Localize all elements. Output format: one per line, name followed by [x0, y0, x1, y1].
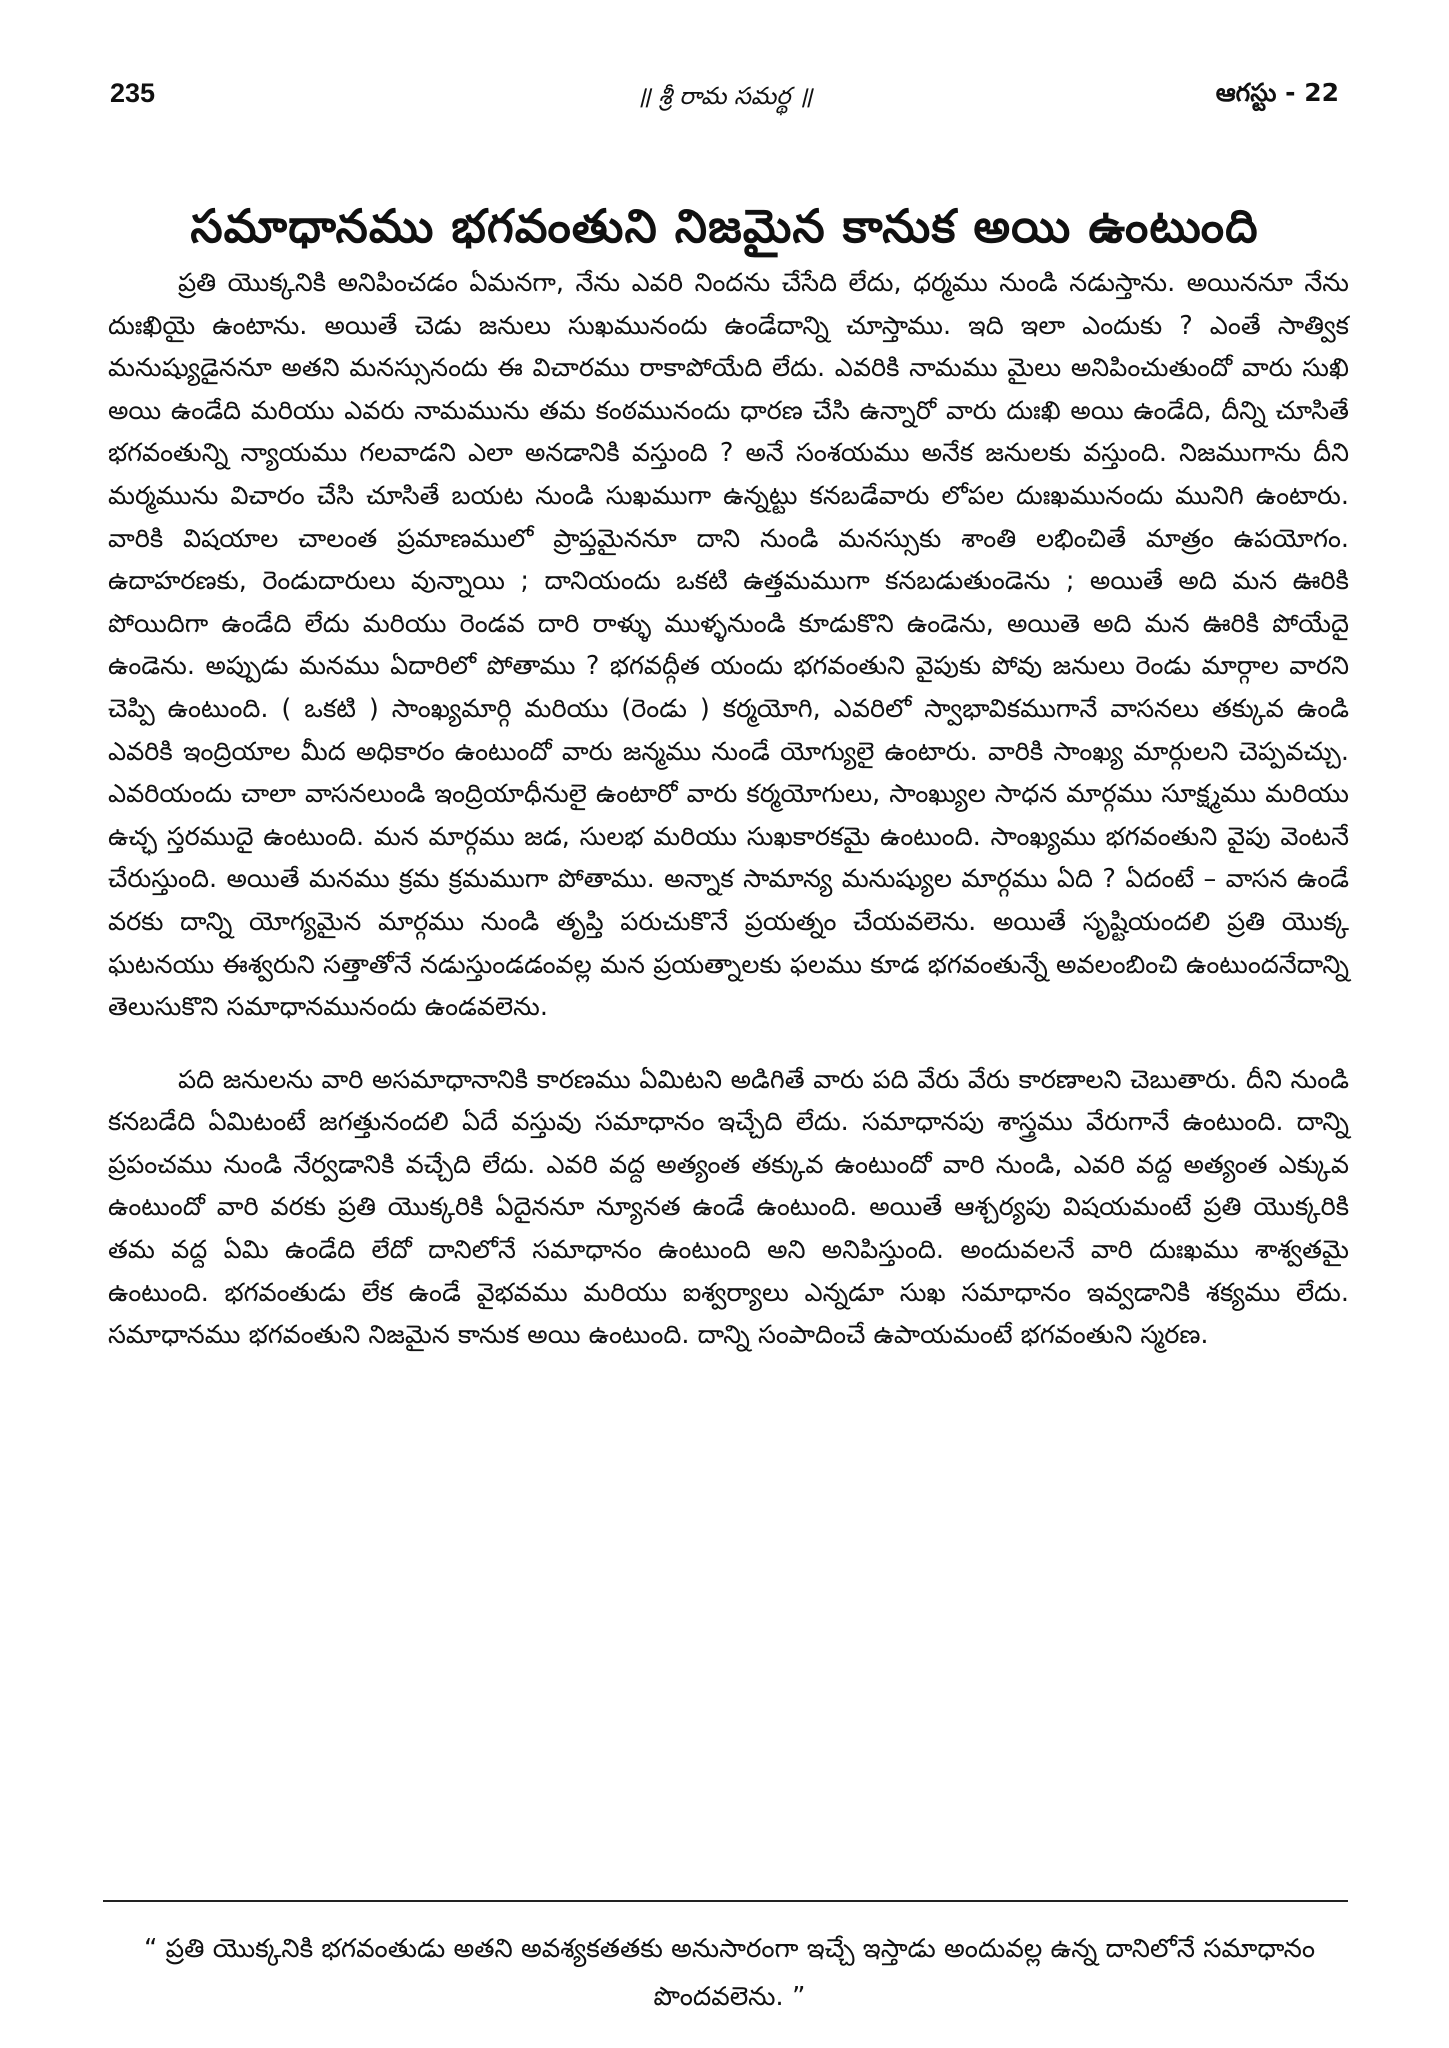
header-date: ఆగస్టు - 22	[1215, 78, 1339, 107]
divider-line	[103, 1900, 1348, 1902]
page-header	[110, 78, 1339, 118]
page-title: సమాధానము భగవంతుని నిజమైన కానుక అయి ఉంటుంది	[190, 198, 1259, 253]
paragraph-2: పది జనులను వారి అసమాధానానికి కారణము ఏమిటని అడిగితే వారు పది వేరు వేరు కారణాలని చెబుతారు. దీని నుండి కనబడేది ఏమిటంటే జగత్తునందలి ఏదే వస్తువు సమాధానం ఇచ్చేది లేదు. సమాధానపు శాస్త్రము వేరుగానే ఉంటుంది. దాన్ని ప్రపంచము నుండి నేర్వడానికి వచ్చేది లేదు. ఎవరి వద్ద అత్యంత తక్కువ ఉంటుందో వారి నుండి, ఎవరి వద్ద అత్యంత ఎక్కువ ఉంటుందో వారి వరకు ప్రతి యొక్కరికి ఏదైననూ న్యూనత ఉండే ఉంటుంది. అయితే ఆశ్చర్యపు విషయమంటే ప్రతి యొక్కరికి తమ వద్ద ఏమి ఉండేది లేదో దానిలోనే సమాధానం ఉంటుంది అని అనిపిస్తుంది. అందువలనే వారి దుఃఖము శాశ్వతమై ఉంటుంది. భగవంతుడు లేక ఉండే వైభవము మరియు ఐశ్వర్యాలు ఎన్నడూ సుఖ సమాధానం ఇవ్వడానికి శక్యము లేదు. సమాధానము భగవంతుని నిజమైన కానుక అయి ఉంటుంది. దాన్ని సంపాదించే ఉపాయమంటే భగవంతుని స్మరణ.	[108, 1064, 1349, 1351]
body-text	[108, 262, 1349, 1357]
footer-quote: “ ప్రతి యొక్కనికి భగవంతుడు అతని అవశ్యకతతకు అనుసారంగా ఇచ్చే ఇస్తాడు అందువల్ల ఉన్న దానిలోనే సమాధానం పొందవలెను. ”	[143, 1934, 1316, 2012]
page-number: 235	[110, 78, 156, 108]
header-invocation: ॥ శ్రీ రామ సమర్థ ॥	[636, 82, 813, 110]
paragraph-1: ప్రతి యొక్కనికి అనిపించడం ఏమనగా, నేను ఎవరి నిందను చేసేది లేదు, ధర్మము నుండి నడుస్తాను. అయిననూ నేను దుఃఖియై ఉంటాను. అయితే చెడు జనులు సుఖమునందు ఉండేదాన్ని చూస్తాము. ఇది ఇలా ఎందుకు ? ఎంతే సాత్విక మనుష్యుడైననూ అతని మనస్సునందు ఈ విచారము రాకాపోయేది లేదు. ఎవరికి నామము మైలు అనిపించుతుందో వారు సుఖి అయి ఉండేది మరియు ఎవరు నామమును తమ కంఠమునందు ధారణ చేసి ఉన్నారో వారు దుఃఖి అయి ఉండేది, దీన్ని చూసితే భగవంతున్ని న్యాయము గలవాడని ఎలా అనడానికి వస్తుంది ? అనే సంశయము అనేక జనులకు వస్తుంది. నిజముగాను దీని మర్మమును విచారం చేసి చూసితే బయట నుండి సుఖముగా ఉన్నట్టు కనబడేవారు లోపల దుఃఖమునందు మునిగి ఉంటారు. వారికి విషయాల చాలంత ప్రమాణములో ప్రాప్తమైననూ దాని నుండి మనస్సుకు శాంతి లభించితే మాత్రం ఉపయోగం. ఉదాహరణకు, రెండుదారులు వున్నాయి ; దానియందు ఒకటి ఉత్తమముగా కనబడుతుండెను ; అయితే అది మన ఊరికి పోయిదిగా ఉండేది లేదు మరియు రెండవ దారి రాళ్ళు ముళ్ళనుండి కూడుకొని ఉండెను, అయితె అది మన ఊరికి పోయేదై ఉండెను. అప్పుడు మనము ఏదారిలో పోతాము ? భగవద్గీత యందు భగవంతుని వైపుకు పోవు జనులు రెండు మార్గాల వారని చెప్పి ఉంటుంది. ( ఒకటి ) సాంఖ్యమార్గి మరియు (రెండు ) కర్మయోగి, ఎవరిలో స్వాభావికముగానే వాసనలు తక్కువ ఉండి ఎవరికి ఇంద్రియాల మీద అధికారం ఉంటుందో వారు జన్మము నుండే యోగ్యులై ఉంటారు. వారికి సాంఖ్య మార్గులని చెప్పవచ్చు. ఎవరియందు చాలా వాసనలుండి ఇంద్రియాధీనులై ఉంటారో వారు కర్మయోగులు, సాంఖ్యుల సాధన మార్గము సూక్ష్మము మరియు ఉచ్ఛ స్తరముదై ఉంటుంది. మన మార్గము జడ, సులభ మరియు సుఖకారకమై ఉంటుంది. సాంఖ్యము భగవంతుని వైపు వెంటనే చేరుస్తుంది. అయితే మనము క్రమ క్రమముగా పోతాము. అన్నాక సామాన్య మనుష్యుల మార్గము ఏది ? ఏదంటే – వాసన ఉండే వరకు దాన్ని యోగ్యమైన మార్గము నుండి తృప్తి పరుచుకొనే ప్రయత్నం చేయవలెను. అయితే సృష్టియందలి ప్రతి యొక్క ఘటనయు ఈశ్వరుని సత్తాతోనే నడుస్తుండడంవల్ల మన ప్రయత్నాలకు ఫలము కూడ భగవంతున్నే అవలంబించి ఉంటుందనేదాన్ని తెలుసుకొని సమాధానమునందు ఉండవలెను.	[108, 268, 1349, 1023]
